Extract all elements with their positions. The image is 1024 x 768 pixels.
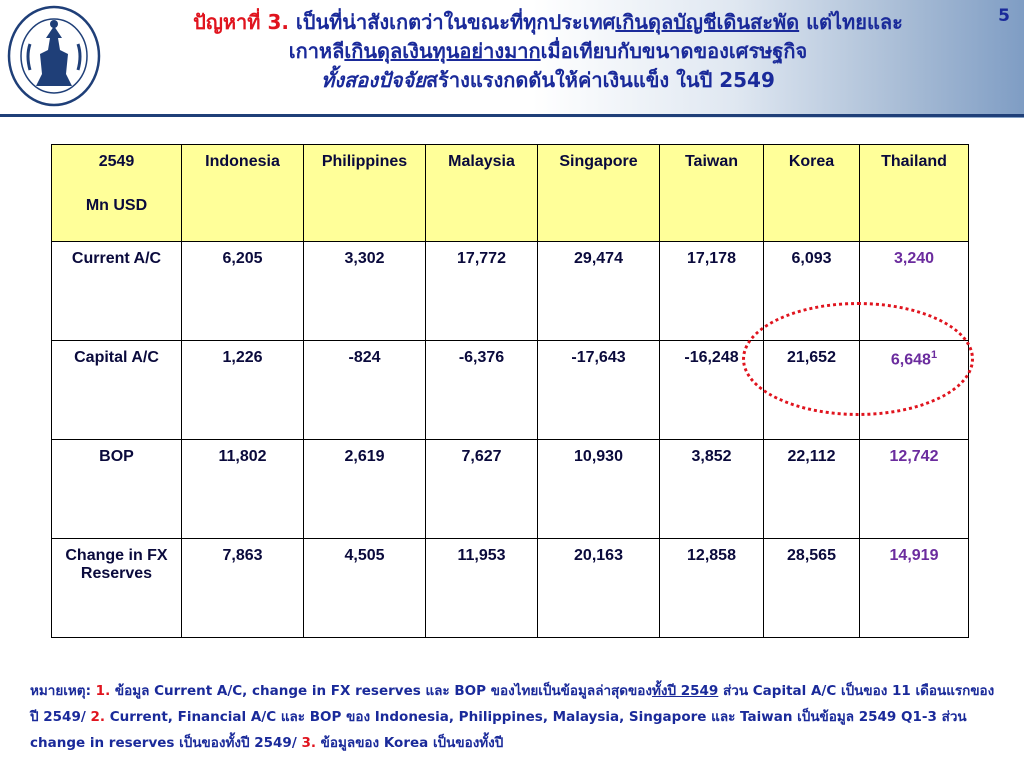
table-cell: 10,930 <box>538 440 660 539</box>
table-cell-thailand: 3,240 <box>860 242 969 341</box>
header-rule <box>0 114 1024 117</box>
table-cell: 6,093 <box>764 242 860 341</box>
row-label: Change in FX Reserves <box>52 539 182 638</box>
table-cell: 17,178 <box>660 242 764 341</box>
table-cell: 7,863 <box>182 539 304 638</box>
table-cell: 2,619 <box>304 440 426 539</box>
slide-title <box>108 8 988 95</box>
table-cell: 7,627 <box>426 440 538 539</box>
table-row <box>52 440 969 539</box>
table-cell: 3,302 <box>304 242 426 341</box>
table-cell: 3,852 <box>660 440 764 539</box>
table-cell-thailand: 6,648$^1$ <box>860 341 969 440</box>
table-cell: 11,802 <box>182 440 304 539</box>
note-label: หมายเหตุ: <box>30 683 96 699</box>
table-row <box>52 539 969 638</box>
title-line-3: ทั้งสองปัจจัยสร้างแรงกดดันให้ค่าเงินแข็ง ในปี 2549 <box>321 68 775 92</box>
footnote-marker: 1 <box>930 349 938 361</box>
title-line-1: ปัญหาที่ 3. เป็นที่น่าสังเกตว่าในขณะที่ทุกประเทศเกินดุลบัญชีเดินสะพัด แต่ไทยและ <box>193 10 903 34</box>
table-cell: -17,643 <box>538 341 660 440</box>
row-label: Current A/C <box>52 242 182 341</box>
column-header: Philippines <box>304 145 426 242</box>
column-header: Indonesia <box>182 145 304 242</box>
table-cell: 22,112 <box>764 440 860 539</box>
table-cell: 29,474 <box>538 242 660 341</box>
column-header: Singapore <box>538 145 660 242</box>
corner-year: 2549 <box>98 153 135 170</box>
table-cell: -824 <box>304 341 426 440</box>
table-cell: 12,858 <box>660 539 764 638</box>
table-cell: 1,226 <box>182 341 304 440</box>
row-label: Capital A/C <box>52 341 182 440</box>
table-cell: 6,205 <box>182 242 304 341</box>
table-cell: 17,772 <box>426 242 538 341</box>
column-header: Thailand <box>860 145 969 242</box>
corner-unit: Mn USD <box>85 197 148 214</box>
table-cell: 28,565 <box>764 539 860 638</box>
table-cell-thailand: 12,742 <box>860 440 969 539</box>
table-cell: -6,376 <box>426 341 538 440</box>
table-cell-thailand: 14,919 <box>860 539 969 638</box>
bank-of-thailand-seal-icon <box>6 4 102 108</box>
title-line-2: เกาหลีเกินดุลเงินทุนอย่างมากเมื่อเทียบกับขนาดของเศรษฐกิจ <box>288 39 808 63</box>
column-header: Taiwan <box>660 145 764 242</box>
table-cell: -16,248 <box>660 341 764 440</box>
row-label: BOP <box>52 440 182 539</box>
highlight-ellipse <box>742 302 974 416</box>
table-cell: 21,652 <box>764 341 860 440</box>
footnote: หมายเหตุ: 1. ข้อมูล Current A/C, change in FX reserves และ BOP ของไทยเป็นข้อมูลล่าสุดของทั้งปี 2549 ส่วน Capital A/C เป็นของ 11 เดือนแรกของปี 2549/ 2. Current, Financial A/C และ BOP ของ Indonesia, Philippines, Malaysia, Singapore และ Taiwan เป็นข้อมูล 2549 Q1-3 ส่วน change in reserves เป็นของทั้งปี 2549/ 3. ข้อมูลของ Korea เป็นของทั้งปี <box>30 683 995 751</box>
table-cell: 20,163 <box>538 539 660 638</box>
table-cell: 11,953 <box>426 539 538 638</box>
problem-number: ปัญหาที่ 3. <box>193 10 289 34</box>
page-number: 5 <box>998 6 1010 26</box>
table-header-row <box>52 145 969 242</box>
table-cell: 4,505 <box>304 539 426 638</box>
table-corner-cell <box>52 145 182 242</box>
column-header: Malaysia <box>426 145 538 242</box>
column-header: Korea <box>764 145 860 242</box>
